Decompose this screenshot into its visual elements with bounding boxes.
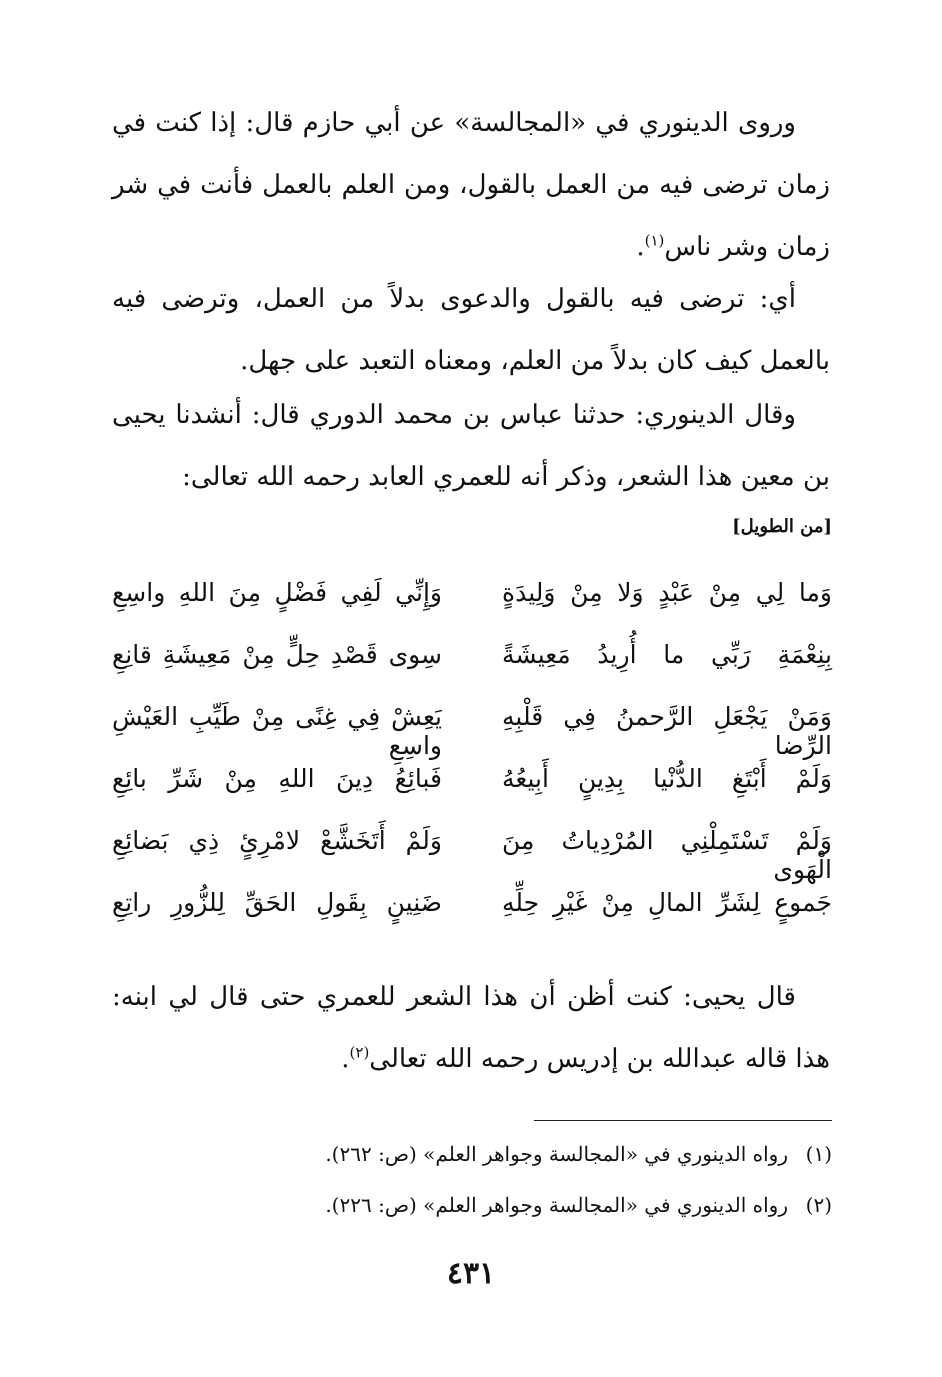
poem-verse [112, 756, 832, 818]
poem [112, 570, 832, 942]
poem-verse [112, 632, 832, 694]
verse-second-hemistich: وَإِنِّي لَفِي فَضْلٍ مِنَ اللهِ واسِعِ [112, 578, 442, 607]
footnote-number: (٢) [805, 1193, 832, 1217]
footnote-number: (١) [805, 1142, 832, 1166]
paragraph-text: أي: ترضى فيه بالقول والدعوى بدلاً من العمل، وترضى فيه بالعمل كيف كان بدلاً من العلم، ومعناه التعبد على جهل. [112, 284, 830, 376]
verse-second-hemistich: سِوى قَصْدِ حِلٍّ مِنْ مَعِيشَةِ قانِعِ [112, 640, 442, 669]
footnote-ref-2: (٢) [349, 1043, 370, 1062]
paragraph-text: قال يحيى: كنت أظن أن هذا الشعر للعمري حتى قال لي ابنه: هذا قاله عبدالله بن إدريس رحمه الله تعالى [112, 982, 830, 1074]
verse-first-hemistich: وَمَنْ يَجْعَلِ الرَّحمنُ فِي قَلْبِهِ الرِّضا [502, 702, 832, 760]
footnote [325, 1142, 832, 1166]
poem-verse [112, 818, 832, 884]
poem-verse [112, 880, 832, 942]
verse-second-hemistich: فَبائِعُ دِينَ اللهِ مِنْ شَرِّ بائِعِ [112, 764, 442, 793]
footnote-text: رواه الدينوري في «المجالسة وجواهر العلم» (ص: ٢٦٢). [325, 1142, 788, 1166]
footnote [325, 1193, 832, 1217]
verse-first-hemistich: جَموعٍ لِشَرِّ المالِ مِنْ غَيْرِ حِلِّهِ [502, 888, 832, 917]
paragraph-poem-intro [112, 384, 830, 508]
poem-meter-label: [من الطويل] [732, 516, 832, 537]
verse-second-hemistich: وَلَمْ أَتَخَشَّعْ لامْرِئٍ ذِي بَضائِعِ [112, 826, 442, 855]
paragraph-text: وقال الدينوري: حدثنا عباس بن محمد الدوري قال: أنشدنا يحيى بن معين هذا الشعر، وذكر أنه للعمري العابد رحمه الله تعالى: [112, 400, 830, 492]
verse-first-hemistich: بِنِعْمَةِ رَبِّي ما أُرِيدُ مَعِيشَةً [502, 640, 832, 669]
footnote-divider [534, 1120, 832, 1121]
verse-second-hemistich: ضَنِينٍ بِقَولِ الحَقِّ لِلزُّورِ راتِعِ [112, 888, 442, 917]
poem-verse [112, 694, 832, 760]
footnote-ref-1: (١) [644, 231, 665, 250]
paragraph-end: . [341, 1044, 350, 1074]
verse-first-hemistich: وَما لِي مِنْ عَبْدٍ وَلا مِنْ وَلِيدَةٍ [502, 578, 832, 607]
paragraph-abi-hazim [112, 92, 830, 278]
verse-first-hemistich: وَلَمْ أَبْتَغِ الدُّنْيا بِدِينٍ أَبِيعُهُ [502, 764, 832, 793]
poem-verse [112, 570, 832, 632]
footnote-text: رواه الدينوري في «المجالسة وجواهر العلم» (ص: ٢٢٦). [325, 1193, 788, 1217]
paragraph-end: . [636, 232, 645, 262]
paragraph-yahya-note [112, 966, 830, 1090]
paragraph-explanation [112, 268, 830, 392]
verse-second-hemistich: يَعِشْ فِي غِنًى مِنْ طَيِّبِ العَيْشِ واسِعِ [112, 702, 442, 760]
paragraph-text: وروى الدينوري في «المجالسة» عن أبي حازم قال: إذا كنت في زمان ترضى فيه من العمل بالقول، ومن العلم بالعمل فأنت في شر زمان وشر ناس [112, 108, 830, 262]
page-number: ٤٣١ [446, 1256, 496, 1291]
verse-first-hemistich: وَلَمْ تَسْتَمِلْنِي المُرْدِياتُ مِنَ الْهَوى [502, 826, 832, 884]
